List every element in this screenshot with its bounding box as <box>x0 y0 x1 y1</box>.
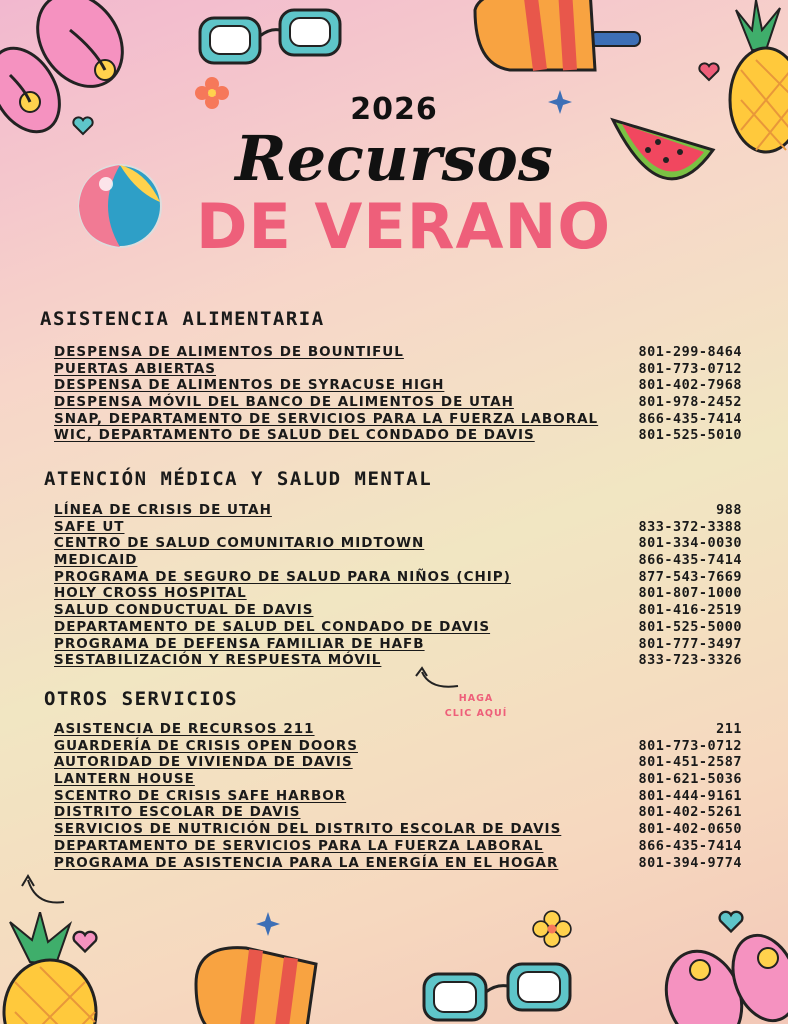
phone-number: 801-773-0712 <box>638 737 742 754</box>
list-item <box>54 361 742 378</box>
list-item <box>54 552 742 569</box>
heart-icon <box>72 930 98 954</box>
phone-number: 801-525-5000 <box>638 618 742 635</box>
phone-number: 801-773-0712 <box>638 360 742 377</box>
subtitle-heading: DE VERANO <box>196 190 612 263</box>
resource-link[interactable]: SESTABILIZACIÓN Y RESPUESTA MÓVIL <box>54 652 382 669</box>
resource-link[interactable]: PUERTAS ABIERTAS <box>54 360 217 377</box>
health-list <box>54 502 742 669</box>
phone-number: 866-435-7414 <box>638 552 742 569</box>
flip-flops-icon <box>650 918 788 1024</box>
popsicle-icon <box>186 944 346 1024</box>
flower-icon <box>532 910 572 948</box>
list-item <box>54 636 742 653</box>
resource-link[interactable]: PROGRAMA DE DEFENSA FAMILIAR DE HAFB <box>54 635 425 652</box>
phone-number: 801-777-3497 <box>638 635 742 652</box>
resource-link[interactable]: SERVICIOS DE NUTRICIÓN DEL DISTRITO ESCOLAR DE DAVIS <box>54 821 562 838</box>
pineapple-icon <box>0 912 110 1024</box>
list-item <box>54 344 742 361</box>
resource-link[interactable]: SAFE UT <box>54 518 125 535</box>
list-item <box>54 519 742 536</box>
phone-number: 211 <box>716 721 742 737</box>
resource-link[interactable]: LÍNEA DE CRISIS DE UTAH <box>54 502 272 518</box>
phone-number: 988 <box>716 502 742 518</box>
resource-link[interactable]: SALUD CONDUCTUAL DE DAVIS <box>54 602 314 619</box>
title-heading: Recursos <box>235 122 553 195</box>
section-title-food: ASISTENCIA ALIMENTARIA <box>40 308 325 330</box>
resource-link[interactable]: DESPENSA DE ALIMENTOS DE SYRACUSE HIGH <box>54 377 445 394</box>
phone-number: 801-978-2452 <box>638 394 742 411</box>
resource-link[interactable]: WIC, DEPARTAMENTO DE SALUD DEL CONDADO DE DAVIS <box>54 427 535 444</box>
list-item <box>54 738 742 755</box>
click-here-callout <box>436 691 516 721</box>
list-item <box>54 585 742 602</box>
phone-number: 801-451-2587 <box>638 754 742 771</box>
food-assistance-list <box>54 344 742 444</box>
resource-link[interactable]: GUARDERÍA DE CRISIS OPEN DOORS <box>54 737 358 754</box>
resource-link[interactable]: DESPENSA DE ALIMENTOS DE BOUNTIFUL <box>54 344 404 360</box>
list-item <box>54 427 742 444</box>
phone-number: 833-723-3326 <box>638 652 742 669</box>
phone-number: 801-394-9774 <box>638 854 742 871</box>
list-item <box>54 602 742 619</box>
arrow-icon <box>410 664 462 692</box>
phone-number: 801-334-0030 <box>638 535 742 552</box>
list-item <box>54 788 742 805</box>
other-services-list <box>54 721 742 871</box>
phone-number: 801-525-5010 <box>638 427 742 444</box>
list-item <box>54 394 742 411</box>
section-title-other: OTROS SERVICIOS <box>44 688 239 710</box>
resource-link[interactable]: MEDICAID <box>54 552 138 569</box>
list-item <box>54 502 742 519</box>
resource-link[interactable]: DESPENSA MÓVIL DEL BANCO DE ALIMENTOS DE UTAH <box>54 394 514 411</box>
callout-line: HAGA <box>458 693 494 704</box>
list-item <box>54 569 742 586</box>
phone-number: 801-402-7968 <box>638 377 742 394</box>
resource-link[interactable]: ASISTENCIA DE RECURSOS 211 <box>54 721 315 737</box>
resource-link[interactable]: SCENTRO DE CRISIS SAFE HARBOR <box>54 787 347 804</box>
resource-link[interactable]: CENTRO DE SALUD COMUNITARIO MIDTOWN <box>54 535 425 552</box>
resource-link[interactable]: PROGRAMA DE SEGURO DE SALUD PARA NIÑOS (CHIP) <box>54 568 511 585</box>
callout-line: CLIC AQUÍ <box>444 708 508 719</box>
list-item <box>54 619 742 636</box>
resource-link[interactable]: HOLY CROSS HOSPITAL <box>54 585 247 602</box>
sunglasses-icon <box>180 0 360 80</box>
year-heading: 2026 <box>350 92 438 127</box>
list-item <box>54 754 742 771</box>
resource-link[interactable]: DEPARTAMENTO DE SERVICIOS PARA LA FUERZA LABORAL <box>54 837 544 854</box>
resource-link[interactable]: LANTERN HOUSE <box>54 771 195 788</box>
phone-number: 801-444-9161 <box>638 787 742 804</box>
phone-number: 801-416-2519 <box>638 602 742 619</box>
sparkle-icon <box>256 912 280 936</box>
phone-number: 877-543-7669 <box>638 568 742 585</box>
phone-number: 801-807-1000 <box>638 585 742 602</box>
phone-number: 801-299-8464 <box>638 344 742 360</box>
list-item <box>54 855 742 872</box>
phone-number: 866-435-7414 <box>638 410 742 427</box>
resource-link[interactable]: SNAP, DEPARTAMENTO DE SERVICIOS PARA LA FUERZA LABORAL <box>54 410 599 427</box>
list-item <box>54 821 742 838</box>
phone-number: 801-402-0650 <box>638 821 742 838</box>
phone-number: 866-435-7414 <box>638 837 742 854</box>
list-item <box>54 804 742 821</box>
list-item <box>54 377 742 394</box>
phone-number: 833-372-3388 <box>638 518 742 535</box>
popsicle-icon <box>470 0 650 80</box>
resource-link[interactable]: DISTRITO ESCOLAR DE DAVIS <box>54 804 301 821</box>
list-item <box>54 771 742 788</box>
phone-number: 801-621-5036 <box>638 771 742 788</box>
section-title-health: ATENCIÓN MÉDICA Y SALUD MENTAL <box>44 468 433 490</box>
phone-number: 801-402-5261 <box>638 804 742 821</box>
resource-link[interactable]: PROGRAMA DE ASISTENCIA PARA LA ENERGÍA EN EL HOGAR <box>54 854 559 871</box>
list-item <box>54 411 742 428</box>
resource-link[interactable]: AUTORIDAD DE VIVIENDA DE DAVIS <box>54 754 353 771</box>
list-item <box>54 721 742 738</box>
list-item <box>54 838 742 855</box>
list-item <box>54 535 742 552</box>
sunglasses-icon <box>404 950 594 1024</box>
list-item <box>54 652 742 669</box>
resource-link[interactable]: DEPARTAMENTO DE SALUD DEL CONDADO DE DAVIS <box>54 618 491 635</box>
arrow-icon <box>18 872 68 908</box>
